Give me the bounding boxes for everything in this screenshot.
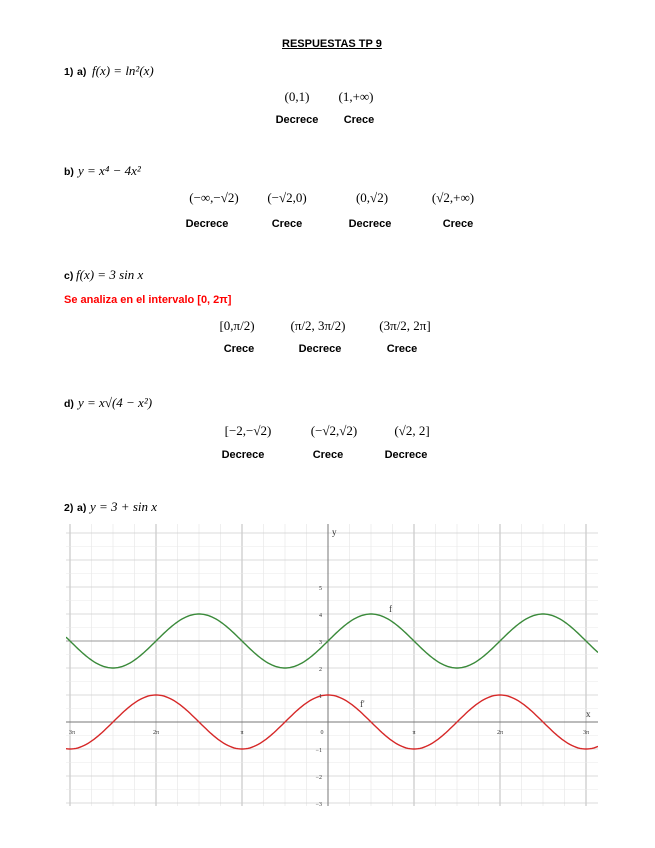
label-1c-2: Decrece (298, 343, 342, 355)
x-tick-label: 2π (496, 730, 504, 736)
y-tick-label: 4 (319, 613, 322, 619)
formula-2a: y = 3 + sin x (90, 499, 158, 514)
label-1b-3: Decrece (348, 218, 392, 230)
part-d-tag: d) (64, 398, 74, 410)
label-1c-3: Crece (386, 343, 418, 355)
x-tick-label: π (412, 730, 416, 736)
label-1b-4: Crece (442, 218, 474, 230)
formula-1d: y = x√(4 − x²) (78, 395, 153, 410)
label-1b-2: Crece (271, 218, 303, 230)
label-1a-2: Crece (343, 114, 375, 126)
x-tick-label: π (240, 730, 244, 736)
label-1a-1: Decrece (275, 114, 319, 126)
y-axis-label: y (332, 527, 337, 537)
label-f-prime: f' (360, 699, 365, 709)
interval-note: Se analiza en el intervalo [0, 2π] (64, 294, 232, 306)
interval-1a-1: (0,1) (284, 89, 310, 104)
part-2a-tag: a) (77, 502, 87, 514)
y-tick-label: −2 (315, 775, 322, 781)
interval-1b-1: (−∞,−√2) (189, 190, 239, 205)
label-f: f (389, 604, 392, 614)
axes (66, 524, 598, 806)
interval-1c-2: (π/2, 3π/2) (290, 318, 346, 333)
y-tick-label: 3 (319, 640, 322, 646)
part-b-tag: b) (64, 166, 74, 178)
interval-1a-2: (1,+∞) (338, 89, 374, 104)
label-1d-2: Crece (312, 449, 344, 461)
x-tick-label: 3π (582, 730, 590, 736)
question-number-2: 2) (64, 502, 74, 514)
x-tick-label: 2π (152, 730, 160, 736)
part-c-tag: c) (64, 270, 74, 282)
interval-1c-3: (3π/2, 2π] (379, 318, 431, 333)
formula-1a: f(x) = ln²(x) (92, 63, 154, 78)
y-tick-label: 2 (319, 667, 322, 673)
page-title: RESPUESTAS TP 9 (282, 38, 382, 50)
part-a-tag: a) (77, 66, 87, 78)
question-number-1: 1) (64, 66, 74, 78)
label-1d-1: Decrece (221, 449, 265, 461)
interval-1c-1: [0,π/2) (219, 318, 255, 333)
interval-1b-2: (−√2,0) (267, 190, 307, 205)
sine-graph (66, 524, 598, 806)
interval-1d-2: (−√2,√2) (310, 423, 358, 438)
formula-1c: f(x) = 3 sin x (76, 267, 144, 282)
x-axis-label: x (586, 709, 591, 719)
interval-1d-3: (√2, 2] (394, 423, 430, 438)
label-1d-3: Decrece (384, 449, 428, 461)
interval-1d-1: [−2,−√2) (224, 423, 272, 438)
x-tick-label: 3π (68, 730, 76, 736)
label-1b-1: Decrece (185, 218, 229, 230)
grid (66, 524, 598, 806)
x-tick-label: 0 (320, 730, 324, 736)
y-tick-label: 5 (319, 586, 322, 592)
y-tick-label: 1 (319, 694, 322, 700)
label-1c-1: Crece (223, 343, 255, 355)
y-tick-label: −1 (315, 748, 322, 754)
y-tick-label: −3 (315, 802, 322, 806)
formula-1b: y = x⁴ − 4x² (78, 163, 141, 178)
interval-1b-3: (0,√2) (355, 190, 389, 205)
graph-labels (69, 527, 591, 806)
interval-1b-4: (√2,+∞) (431, 190, 475, 205)
